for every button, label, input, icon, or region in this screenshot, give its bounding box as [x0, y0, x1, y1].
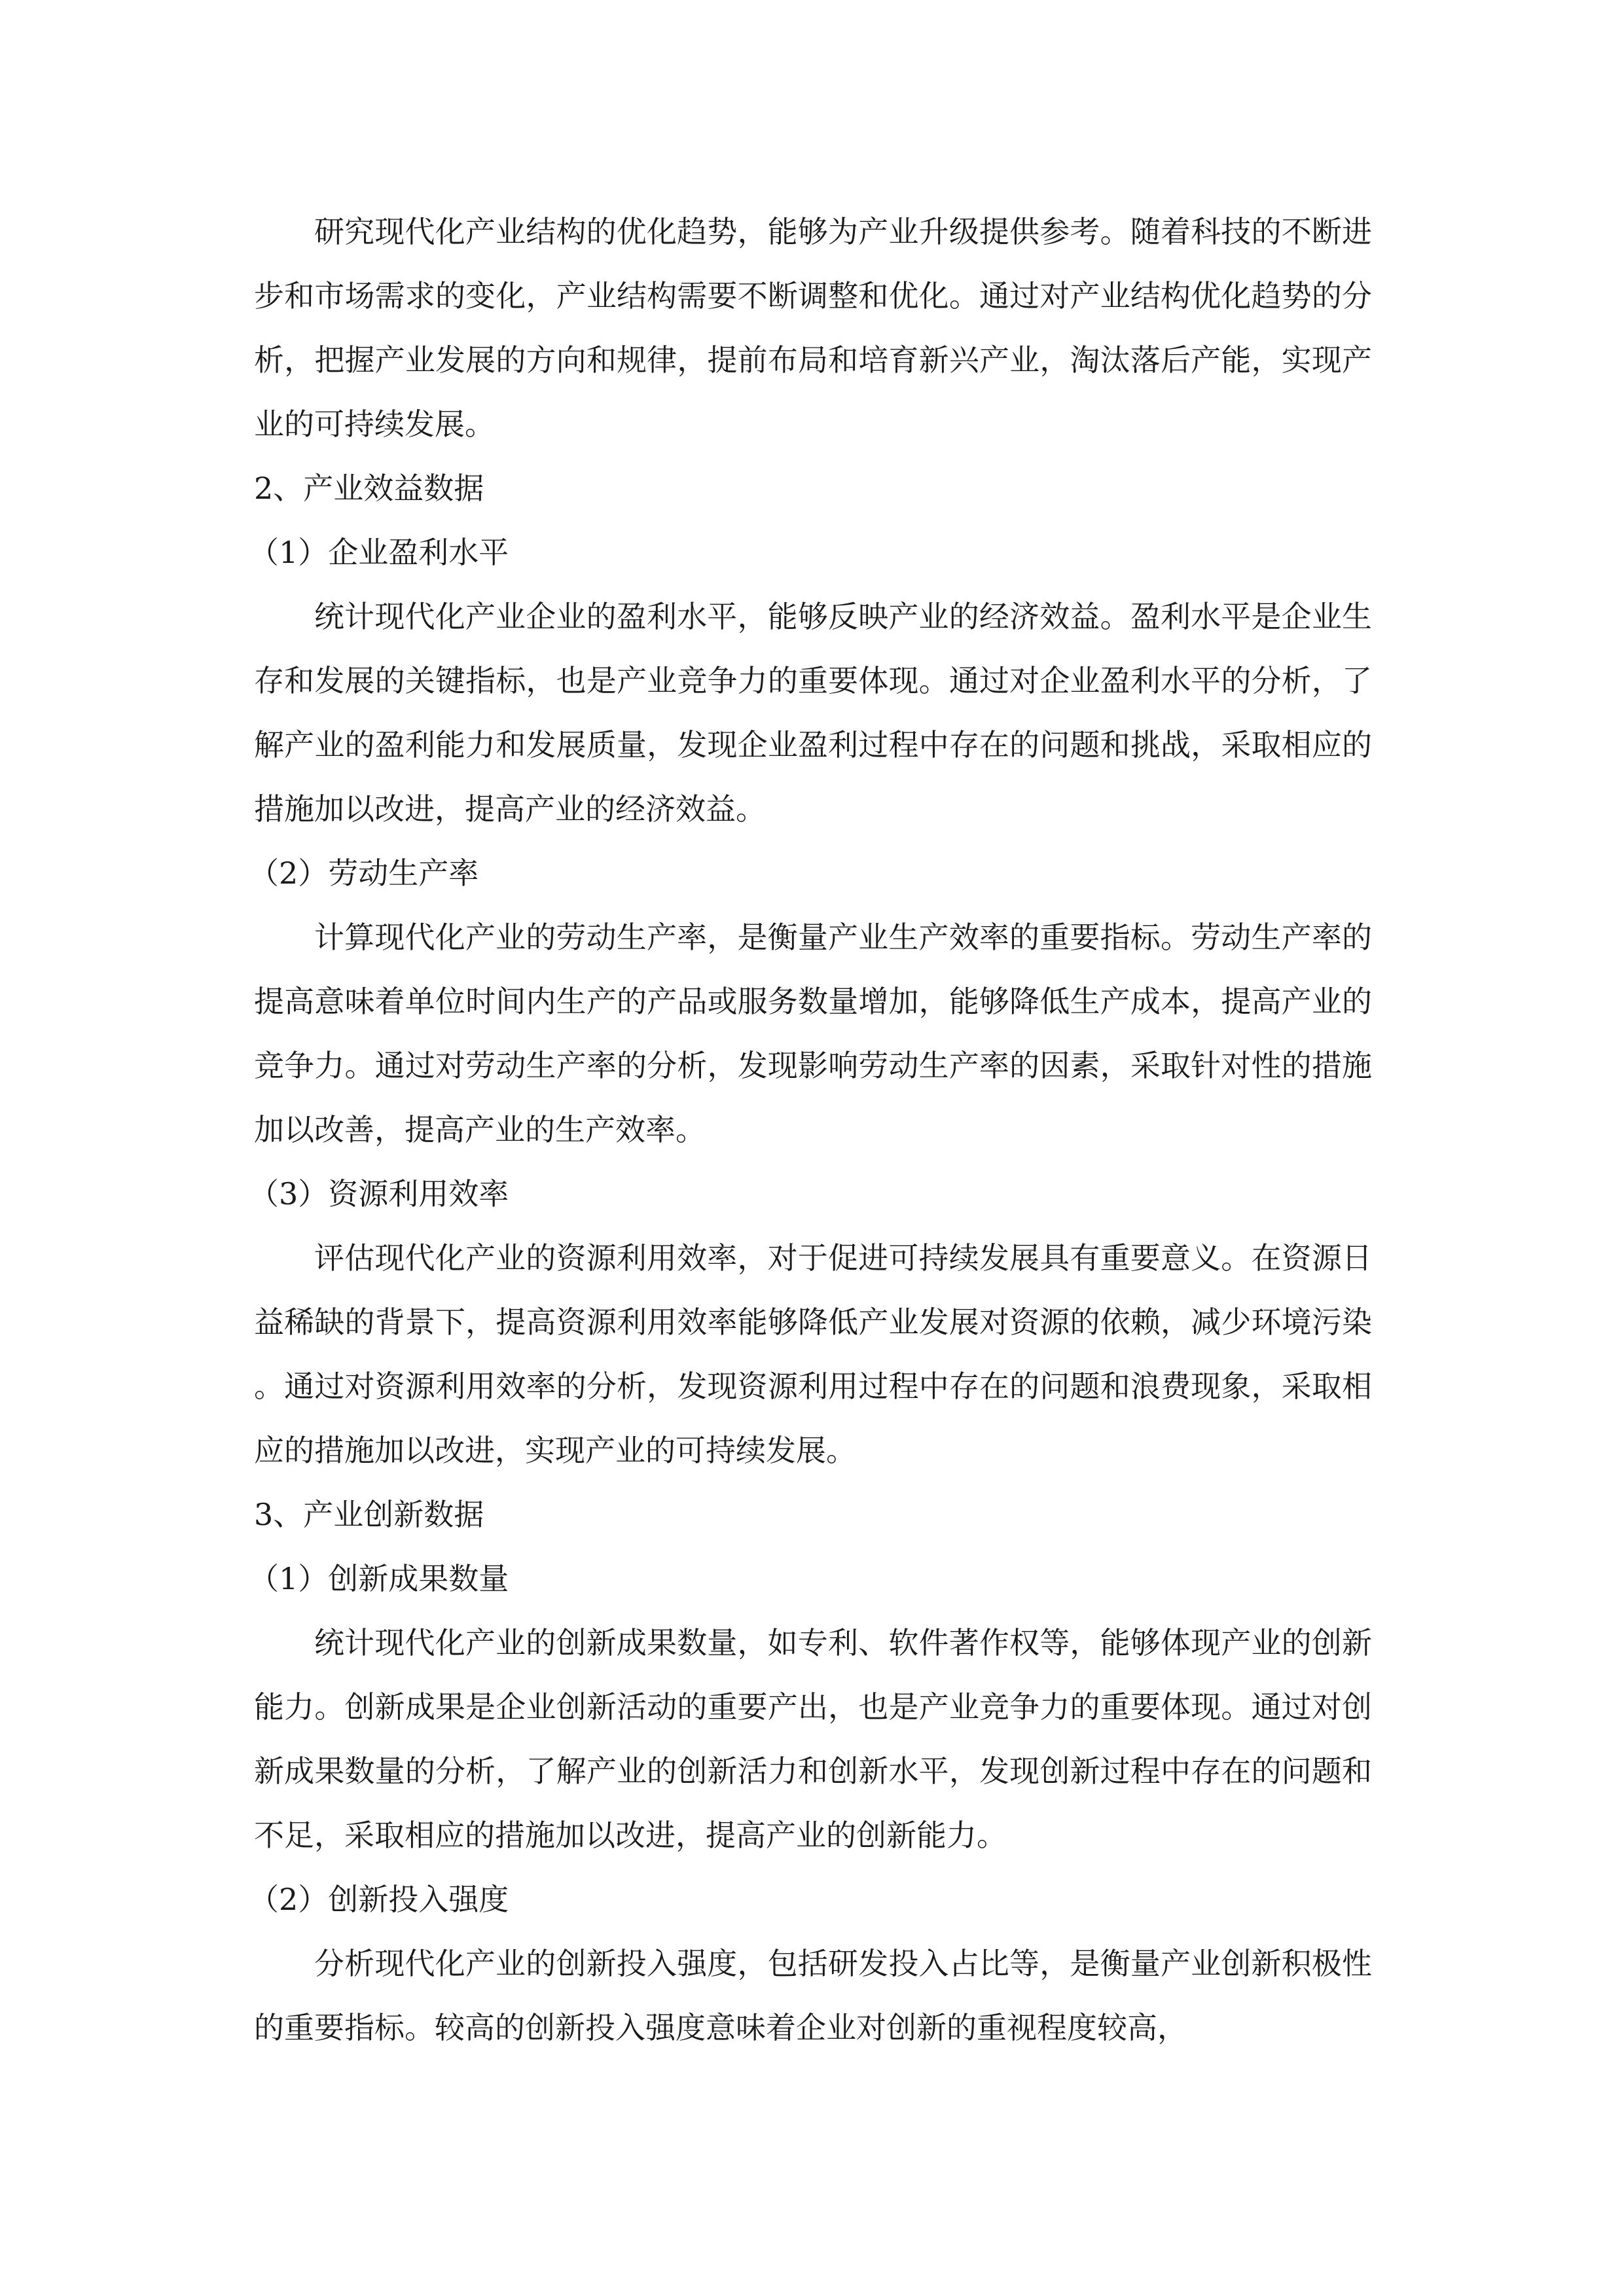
- subheading-resource-efficiency: （3）资源利用效率: [249, 1176, 509, 1211]
- paragraph-innovation-investment: 分析现代化产业的创新投入强度，包括研发投入占比等，是衡量产业创新积极性的重要指标。较高的创新投入强度意味着企业对创新的重视程度较高，: [254, 1946, 1372, 2045]
- paragraph-innovation-output: 统计现代化产业的创新成果数量，如专利、软件著作权等，能够体现产业的创新能力。创新成果是企业创新活动的重要产出，也是产业竞争力的重要体现。通过对创新成果数量的分析，了解产业的创新活力和创新水平，发现创新过程中存在的问题和不足，采取相应的措施加以改进，提高产业的创新能力。: [254, 1625, 1372, 1853]
- subheading-innovation-investment: （2）创新投入强度: [249, 1882, 509, 1917]
- paragraph-resource-efficiency: 评估现代化产业的资源利用效率，对于促进可持续发展具有重要意义。在资源日益稀缺的背景下，提高资源利用效率能够降低产业发展对资源的依赖，减少环境污染。通过对资源利用效率的分析，发现资源利用过程中存在的问题和浪费现象，采取相应的措施加以改进，实现产业的可持续发展。: [254, 1240, 1372, 1468]
- section-heading-industry-innovation: 3、产业创新数据: [254, 1497, 484, 1532]
- section-heading-industry-benefit: 2、产业效益数据: [254, 471, 484, 506]
- paragraph-profit-level: 统计现代化产业企业的盈利水平，能够反映产业的经济效益。盈利水平是企业生存和发展的关键指标，也是产业竞争力的重要体现。通过对企业盈利水平的分析，了解产业的盈利能力和发展质量，发现企业盈利过程中存在的问题和挑战，采取相应的措施加以改进，提高产业的经济效益。: [254, 599, 1372, 827]
- subheading-profit-level: （1）企业盈利水平: [249, 535, 509, 570]
- subheading-innovation-output: （1）创新成果数量: [249, 1561, 509, 1596]
- subheading-labor-productivity: （2）劳动生产率: [249, 855, 479, 891]
- paragraph-labor-productivity: 计算现代化产业的劳动生产率，是衡量产业生产效率的重要指标。劳动生产率的提高意味着单位时间内生产的产品或服务数量增加，能够降低生产成本，提高产业的竞争力。通过对劳动生产率的分析，发现影响劳动生产率的因素，采取针对性的措施加以改善，提高产业的生产效率。: [254, 920, 1372, 1147]
- document-body: [249, 200, 1372, 2060]
- paragraph-structure-optimization: 研究现代化产业结构的优化趋势，能够为产业升级提供参考。随着科技的不断进步和市场需求的变化，产业结构需要不断调整和优化。通过对产业结构优化趋势的分析，把握产业发展的方向和规律，提前布局和培育新兴产业，淘汰落后产能，实现产业的可持续发展。: [254, 214, 1372, 442]
